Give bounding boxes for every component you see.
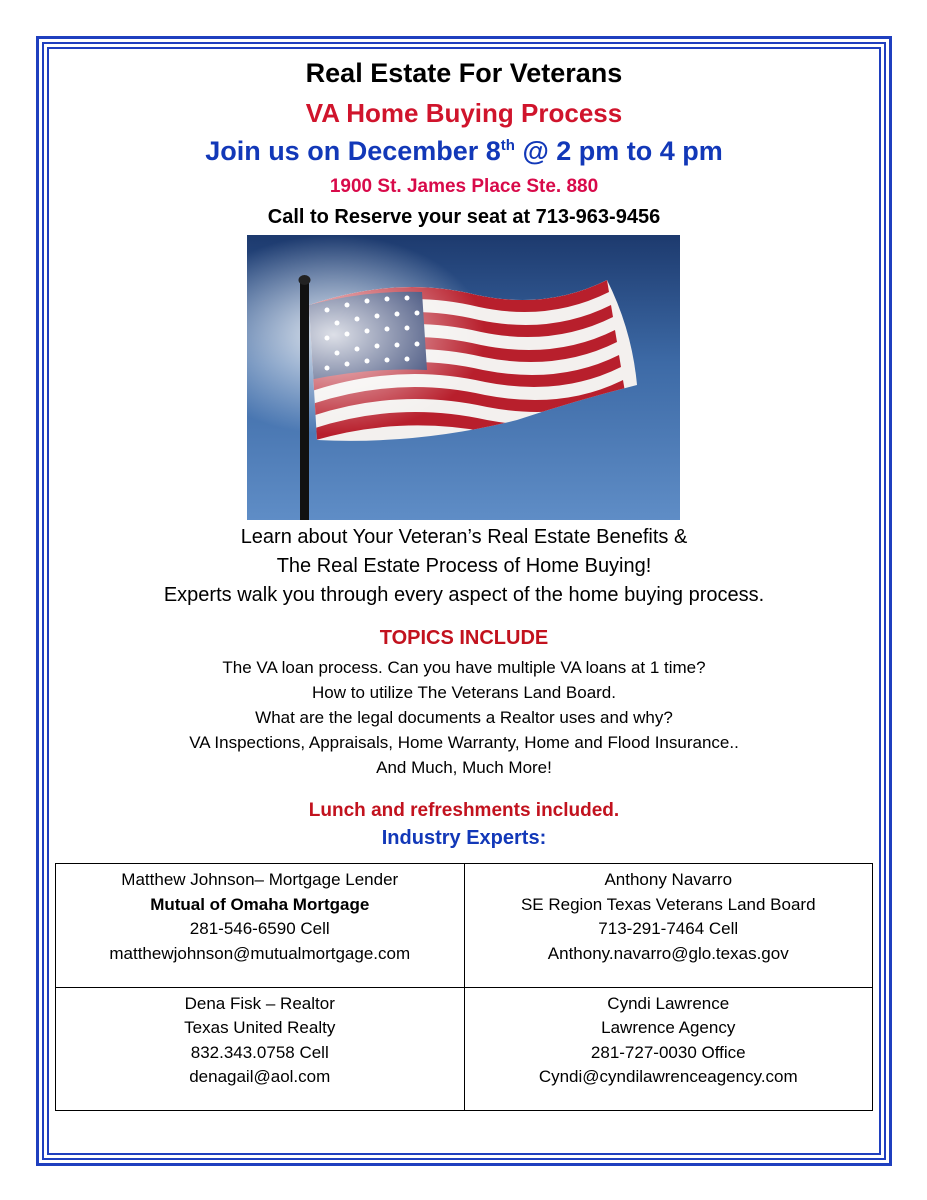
- expert-email: Anthony.navarro@glo.texas.gov: [547, 943, 789, 963]
- learn-line: The Real Estate Process of Home Buying!: [276, 555, 652, 577]
- expert-name: Matthew Johnson– Mortgage Lender: [121, 870, 399, 889]
- event-date-time: [50, 136, 878, 167]
- topic-item: The VA loan process. Can you have multiple VA loans at 1 time?: [222, 658, 706, 677]
- topic-item: And Much, Much More!: [376, 758, 552, 777]
- event-date-prefix: Join us on December 8: [205, 136, 501, 166]
- flyer-subtitle: VA Home Buying Process: [305, 98, 623, 128]
- flyer-content: [50, 50, 878, 1150]
- expert-name: Cyndi Lawrence: [607, 993, 730, 1013]
- expert-company: Texas United Realty: [184, 1018, 336, 1037]
- expert-name: Dena Fisk – Realtor: [184, 993, 335, 1013]
- flag-photo: [247, 235, 680, 520]
- event-date-suffix: th: [500, 137, 515, 154]
- expert-company: Mutual of Omaha Mortgage: [150, 894, 370, 914]
- learn-line: Learn about Your Veteran’s Real Estate Benefits &: [240, 526, 688, 548]
- expert-card: [56, 864, 465, 988]
- expert-email: Cyndi@cyndilawrenceagency.com: [538, 1067, 798, 1086]
- expert-email: matthewjohnson@mutualmortgage.com: [109, 943, 411, 963]
- experts-row: [56, 864, 873, 988]
- expert-company: Lawrence Agency: [601, 1018, 736, 1037]
- topics-heading: TOPICS INCLUDE: [379, 627, 549, 649]
- event-address: 1900 St. James Place Ste. 880: [329, 176, 599, 197]
- lunch-note: Lunch and refreshments included.: [308, 800, 620, 821]
- experts-row: [56, 987, 873, 1111]
- reserve-call: Call to Reserve your seat at 713-963-9456: [267, 206, 661, 228]
- event-time: @ 2 pm to 4 pm: [514, 136, 723, 166]
- american-flag-image: [247, 235, 680, 520]
- experts-heading: Industry Experts:: [381, 827, 547, 849]
- expert-name: Anthony Navarro: [604, 870, 733, 889]
- expert-phone: 713-291-7464 Cell: [598, 919, 739, 938]
- expert-card: [464, 864, 873, 988]
- topic-item: How to utilize The Veterans Land Board.: [312, 683, 616, 702]
- expert-phone: 281-727-0030 Office: [590, 1042, 746, 1062]
- flyer-title: Real Estate For Veterans: [305, 58, 623, 88]
- expert-phone: 832.343.0758 Cell: [190, 1042, 329, 1062]
- expert-card: [56, 987, 465, 1111]
- expert-email: denagail@aol.com: [189, 1067, 331, 1086]
- topic-item: What are the legal documents a Realtor uses and why?: [255, 708, 673, 727]
- expert-phone: 281-546-6590 Cell: [189, 919, 330, 938]
- experts-table: [55, 863, 873, 1111]
- topic-item: VA Inspections, Appraisals, Home Warranty, Home and Flood Insurance..: [189, 733, 739, 752]
- expert-company: SE Region Texas Veterans Land Board: [520, 894, 816, 914]
- expert-card: [464, 987, 873, 1111]
- learn-line: Experts walk you through every aspect of the home buying process.: [163, 584, 765, 606]
